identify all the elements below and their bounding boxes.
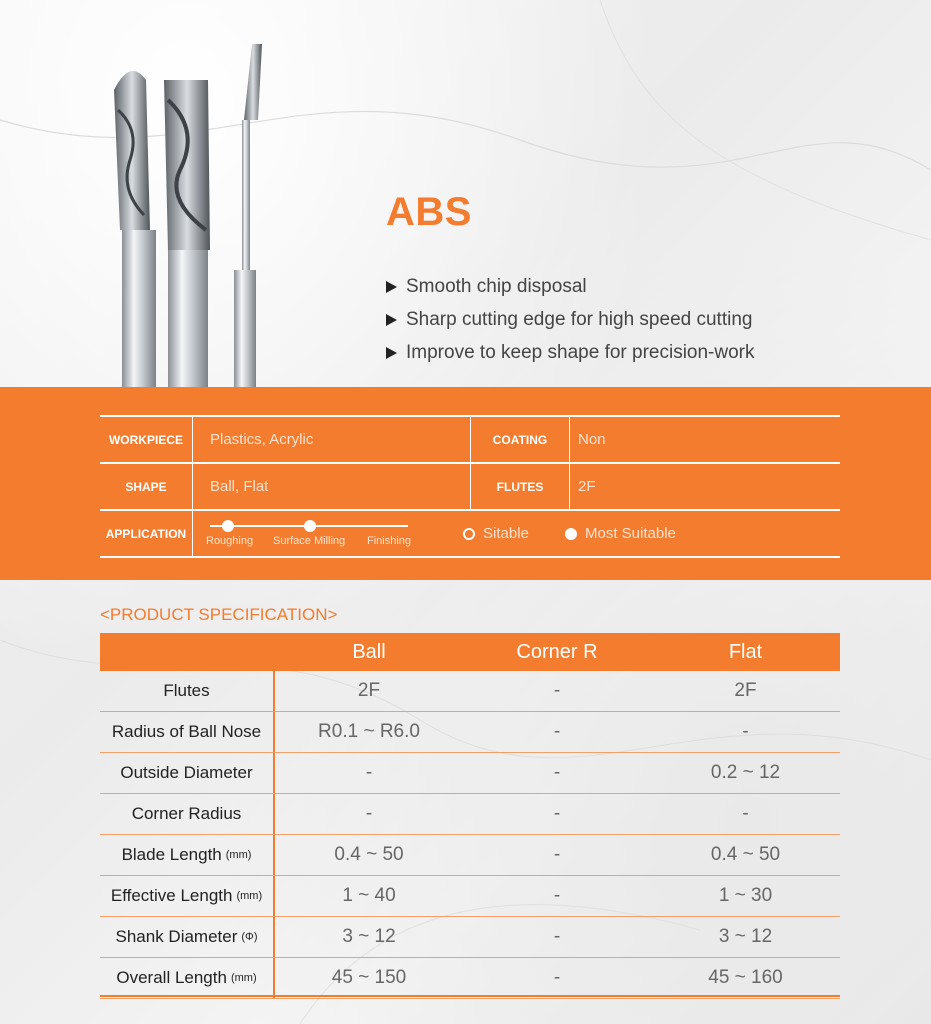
stage-label: Surface Milling xyxy=(273,535,346,547)
spec-cell: 2F xyxy=(734,680,757,701)
spec-cell: 45 ~ 150 xyxy=(331,967,407,988)
spec-row-label: Effective Length (mm) xyxy=(100,876,275,916)
spec-row xyxy=(100,671,840,712)
info-row-application xyxy=(100,509,840,558)
shape-label: SHAPE xyxy=(100,464,193,509)
shape-value: Ball, Flat xyxy=(210,478,269,495)
end-mill-tools-image xyxy=(90,40,290,388)
coating-value: Non xyxy=(578,431,606,448)
spec-cell: 3 ~ 12 xyxy=(718,926,773,947)
stage-label: Finishing xyxy=(367,535,412,547)
feature-list xyxy=(386,270,755,369)
legend-suitable: Sitable xyxy=(463,511,529,556)
spec-row-label: Overall Length (mm) xyxy=(100,958,275,998)
spec-row-label: Blade Length (mm) xyxy=(100,835,275,875)
spec-cell: - xyxy=(365,803,373,824)
feature-item: Smooth chip disposal xyxy=(386,270,755,303)
spec-cell: - xyxy=(553,967,561,988)
triangle-bullet-icon xyxy=(386,314,397,326)
column-header: Corner R xyxy=(516,640,598,663)
application-label: APPLICATION xyxy=(100,511,193,556)
info-row-shape xyxy=(100,462,840,509)
triangle-bullet-icon xyxy=(386,347,397,359)
product-title: ABS xyxy=(386,190,472,234)
spec-row xyxy=(100,712,840,753)
spec-title: <PRODUCT SPECIFICATION> xyxy=(100,605,338,624)
flutes-label: FLUTES xyxy=(470,464,570,509)
feature-item: Improve to keep shape for precision-work xyxy=(386,336,755,369)
spec-row-label: Radius of Ball Nose xyxy=(100,712,275,752)
column-header: Flat xyxy=(728,640,763,663)
spec-cell: 1 ~ 30 xyxy=(718,885,773,906)
spec-cell: 0.2 ~ 12 xyxy=(710,762,781,783)
spec-cell: - xyxy=(742,803,749,824)
spec-cell: - xyxy=(553,803,561,824)
spec-cell: - xyxy=(553,885,561,906)
info-row-workpiece xyxy=(100,415,840,462)
suitable-marker-roughing xyxy=(222,520,234,532)
spec-row xyxy=(100,876,840,917)
spec-row xyxy=(100,917,840,958)
workpiece-label: WORKPIECE xyxy=(100,417,193,462)
spec-table xyxy=(100,633,840,999)
suitable-marker-surface-milling xyxy=(304,520,316,532)
triangle-bullet-icon xyxy=(386,281,397,293)
spec-row-label: Shank Diameter (Φ) xyxy=(100,917,275,957)
spec-row-label: Corner Radius xyxy=(100,794,275,834)
spec-row xyxy=(100,958,840,999)
feature-item: Sharp cutting edge for high speed cutting xyxy=(386,303,755,336)
spec-cell: - xyxy=(553,926,561,947)
spec-cell: R0.1 ~ R6.0 xyxy=(318,721,420,742)
spec-cell: 3 ~ 12 xyxy=(342,926,396,947)
filled-circle-icon xyxy=(565,528,577,540)
spec-cell: - xyxy=(742,721,749,742)
stage-label: Roughing xyxy=(206,535,254,547)
spec-row xyxy=(100,753,840,794)
info-band xyxy=(0,387,931,580)
info-table xyxy=(100,415,840,558)
spec-header xyxy=(100,633,840,671)
flutes-value: 2F xyxy=(578,478,596,495)
spec-cell: 0.4 ~ 50 xyxy=(710,844,781,865)
spec-row-label: Flutes xyxy=(100,671,275,711)
spec-cell: - xyxy=(553,680,561,701)
spec-cell: - xyxy=(553,721,561,742)
spec-cell: - xyxy=(365,762,373,783)
spec-cell: 0.4 ~ 50 xyxy=(334,844,404,865)
spec-row xyxy=(100,794,840,835)
spec-bottom-rule xyxy=(100,995,840,997)
workpiece-value: Plastics, Acrylic xyxy=(210,431,314,448)
spec-cell: - xyxy=(553,844,561,865)
spec-cell: - xyxy=(553,762,561,783)
spec-cell: 2F xyxy=(357,680,381,701)
legend-most-suitable: Most Suitable xyxy=(565,511,676,556)
spec-cell: 1 ~ 40 xyxy=(342,885,396,906)
column-header: Ball xyxy=(352,640,386,663)
spec-cell: 45 ~ 160 xyxy=(708,967,783,988)
open-circle-icon xyxy=(463,528,475,540)
spec-row xyxy=(100,835,840,876)
coating-label: COATING xyxy=(470,417,570,462)
spec-body xyxy=(100,671,840,999)
spec-row-label: Outside Diameter xyxy=(100,753,275,793)
